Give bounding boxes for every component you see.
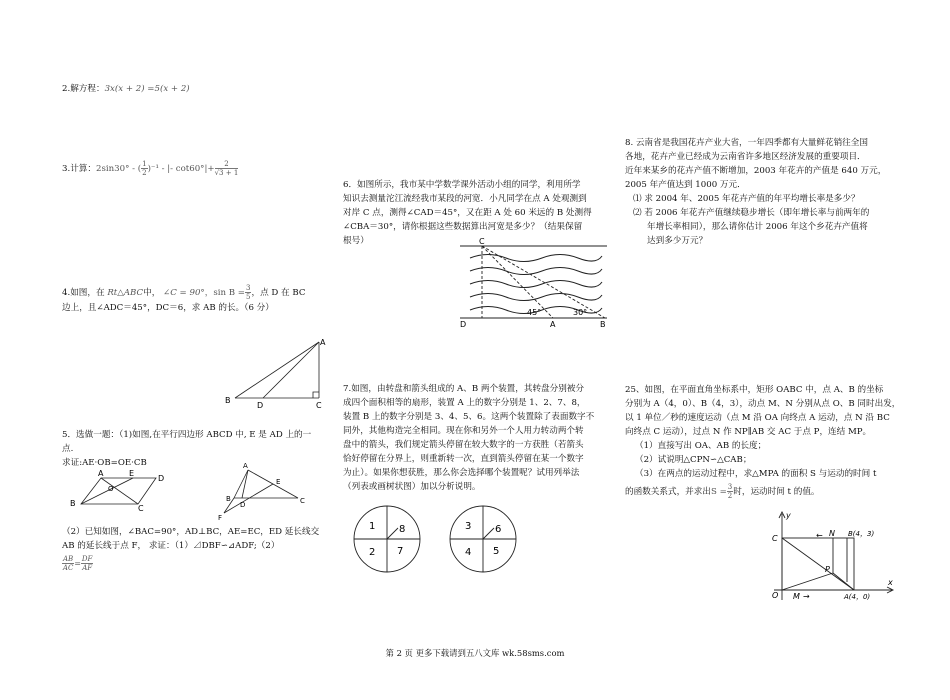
q5-para-d: D: [158, 474, 165, 483]
q4-label-c: C: [316, 401, 322, 410]
q25-label-a: A(4，0): [844, 593, 871, 601]
q3-fraction-1: $\frac{1}{2}$: [142, 160, 147, 177]
q6-text-line: 知识去测量沱江流经我市某段的河宽．小凡同学在点 A 处观测到: [343, 194, 587, 204]
q25-text-line: （3）在两点的运动过程中，求△MPA 的面积 S 与运动的时间 t: [635, 469, 877, 479]
q4-line1-b: 中，: [143, 288, 161, 298]
q2-equation: 3x(x + 2) =5(x + 2): [104, 84, 190, 94]
q6-angle-45: 45°: [527, 308, 542, 317]
q25-label-m: M: [793, 592, 800, 601]
q6-text-line: ∠CBA＝30°，请你根据这些数据算出河宽是多少？（结果保留: [343, 222, 583, 232]
q6-label-c: C: [479, 238, 485, 246]
q7-text-line: 装置 B 上的数字分别是 3、4、5、6。这两个装置除了表面数字不: [343, 412, 595, 422]
q25-label-o: O: [772, 591, 779, 600]
spinner-b-num-2: 6: [495, 524, 502, 535]
spinner-a-num-1: 1: [369, 521, 376, 532]
q6-label-d: D: [460, 320, 467, 329]
q2-label: 2.解方程：: [62, 84, 105, 94]
spinner-b-num-3: 4: [465, 547, 472, 558]
q5-line2: 点.: [62, 444, 74, 454]
q4-angle: ∠C = 90°: [163, 288, 205, 298]
q8-text: [625, 136, 910, 248]
q7-text-line: （列表或画树状图）加以分析说明。: [343, 482, 481, 492]
q8-text-item: 达到多少万元？: [647, 236, 708, 246]
q8-text-line: 各地，花卉产业已经成为云南省许多地区经济发展的重要项目．: [625, 152, 866, 162]
q5-part2-line1: （2）已知如图，∠BAC=90°，AD⊥BC，AE=EC，ED 延长线交: [62, 527, 320, 537]
q7-text-line: 为止）。如果你想获胜，那么你会选择哪个装置呢？试用列举法: [343, 468, 580, 478]
spinner-a-num-2: 8: [399, 524, 406, 535]
q6-text-line: 根号）: [343, 236, 369, 246]
q5-tri-b: B: [226, 495, 231, 503]
q5-tri-e: E: [276, 478, 281, 486]
q8-text-item: ⑵ 若 2006 年花卉产值继续稳步增长（即年增长率与前两年的: [633, 208, 870, 218]
q4-rt-triangle: Rt△ABC: [107, 288, 144, 298]
q8-text-item: 年增长率相同），那么请你估计 2006 年这个乡花卉产值将: [647, 222, 868, 232]
q5-line1: 5．选做一题：（1)如图,在平行四边形 ABCD 中, E 是 AD 上的一: [62, 430, 312, 440]
q25-last-a: 的函数关系式，并求出: [625, 487, 711, 497]
q5-line3: 求证:AE·OB=OE·CB: [62, 458, 147, 468]
q5-tri-d: D: [240, 501, 246, 509]
q7-text-line: 恰好停留在分界上，则重新转一次，直到箭头停留在某一个数字: [343, 454, 584, 464]
q5-part2-line2: AB 的延长线于点 F， 求证：（1）⊿DBF∽⊿ADF;（2）: [62, 541, 280, 551]
q25-last-b: 时，运动时间 t 的值。: [733, 487, 820, 497]
q7-text-line: 同外，其他构造完全相同。现在你和另外一个人用力转动两个转: [343, 426, 584, 436]
q4-label-d: D: [257, 401, 264, 410]
q6-angle-30: 30°: [573, 308, 588, 317]
q25-arrow-m: →: [803, 592, 810, 601]
q25-label-n: N: [829, 529, 835, 538]
q25-text-line: （2）试说明△CPN∽△CAB；: [635, 455, 752, 465]
q25-text-line: 25、如图，在平面直角坐标系中，矩形 OABC 中，点 A、B 的坐标: [625, 385, 884, 395]
q4-text: [62, 284, 332, 315]
q4-line2: 边上，且∠ADC＝45°，DC＝6，求 AB 的长。（6 分）: [62, 303, 274, 313]
q7-text-line: 盘中的箭头，我们规定箭头停留在较大数字的一方获胜（若箭头: [343, 440, 584, 450]
q25-text-line: 分别为 A（4，0）、B（4，3），动点 M、N 分别从点 O、B 同时出发，: [625, 399, 901, 409]
q25-label-c: C: [772, 534, 778, 543]
q5-part2: [62, 525, 347, 572]
q8-text-item: ⑴ 求 2004 年、2005 年花卉产值的年平均增长率是多少？: [633, 194, 860, 204]
q4-sin: ，sin B =: [204, 288, 246, 298]
q6-text-line: 6．如图所示，我市某中学数学课外活动小组的同学，利用所学: [343, 180, 581, 190]
q4-line1-a: 4.如图，在: [62, 288, 105, 298]
q5-parallelogram-figure: [68, 470, 168, 512]
q5-triangle-figure: [218, 458, 318, 522]
q6-text-line: 对岸 C 点，测得∠CAD＝45°，又在距 A 处 60 米远的 B 处测得: [343, 208, 592, 218]
q25-text-line: （1）直接写出 OA、AB 的长度；: [635, 441, 767, 451]
q3-expr-b: )⁻¹ - |- cot60°|+: [147, 164, 215, 174]
q4-figure: [222, 336, 334, 410]
q4-label-a: A: [320, 338, 326, 347]
q5-para-b: B: [70, 499, 76, 508]
q8-text-line: 近年来某乡的花卉产值不断增加，2003 年花卉的产值是 640 万元，: [625, 166, 887, 176]
q5-para-o: O: [108, 485, 114, 493]
q4-line1-c: ，点 D 在 BC: [251, 288, 306, 298]
q2: [62, 82, 190, 96]
q7-text: [343, 382, 623, 494]
q5-para-e: E: [129, 470, 135, 478]
q25-t-fraction: $\frac{3}{2}$: [727, 483, 733, 500]
q5-tri-a: A: [243, 462, 248, 470]
q5-para-a: A: [98, 470, 104, 478]
q25-figure: [762, 508, 897, 603]
q5-ratio-eq: =: [74, 559, 81, 568]
spinner-b-num-4: 5: [493, 546, 500, 557]
q4-label-b: B: [225, 396, 231, 405]
q6-label-b: B: [600, 320, 606, 329]
q25-label-x: x: [888, 578, 893, 587]
q7-spinners: [350, 502, 520, 578]
q5-ratio-1: $\frac{AB}{AC}$: [62, 555, 74, 572]
q7-text-line: 7.如图，由转盘和箭头组成的 A、B 两个装置，其转盘分别被分: [343, 384, 585, 394]
q3-expr-a: 2sin30° - (: [95, 164, 142, 174]
q3: [62, 160, 238, 177]
spinner-a-num-3: 2: [369, 547, 376, 558]
q25-text-line: 以 1 单位／秒的速度运动（点 M 沿 OA 向终点 A 运动，点 N 沿 BC: [625, 413, 890, 423]
q25-text: [625, 383, 910, 481]
q25-last-line: [625, 483, 910, 500]
q5-ratio-2: $\frac{DF}{AF}$: [81, 555, 93, 572]
q25-label-y: y: [786, 511, 791, 520]
q25-arrow-n: ←: [816, 531, 823, 540]
spinner-a-num-4: 7: [397, 546, 404, 557]
q5-tri-f: F: [218, 514, 223, 522]
q3-label: 3.计算：: [62, 164, 96, 174]
q6-river-figure: [455, 238, 615, 330]
q4-sin-fraction: $\frac{3}{5}$: [246, 284, 251, 301]
spinner-b-num-1: 3: [465, 521, 472, 532]
q25-text-line: 向终点 C 运动），过点 N 作 NP∥AB 交 AC 于点 P，连结 MP。: [625, 427, 872, 437]
q5-tri-c: C: [300, 497, 305, 505]
q25-s-eq: S =: [710, 487, 727, 497]
q3-fraction-2: $\frac{2}{√3 + 1}$: [214, 160, 239, 177]
q8-text-line: 8. 云南省是我国花卉产业大省，一年四季都有大量鲜花销往全国: [625, 138, 868, 148]
q5-para-c: C: [138, 504, 144, 512]
q7-text-line: 成四个面积相等的扇形，装置 A 上的数字分别是 1、2、7、8，: [343, 398, 586, 408]
q8-text-line: 2005 年产值达到 1000 万元．: [625, 180, 746, 190]
q25-label-b: B(4，3): [848, 530, 875, 538]
q6-label-a: A: [550, 320, 556, 329]
page-footer: 第 2 页 更多下载请到五八文库 wk.58sms.com: [385, 648, 565, 658]
q25-label-p: P: [825, 565, 830, 574]
